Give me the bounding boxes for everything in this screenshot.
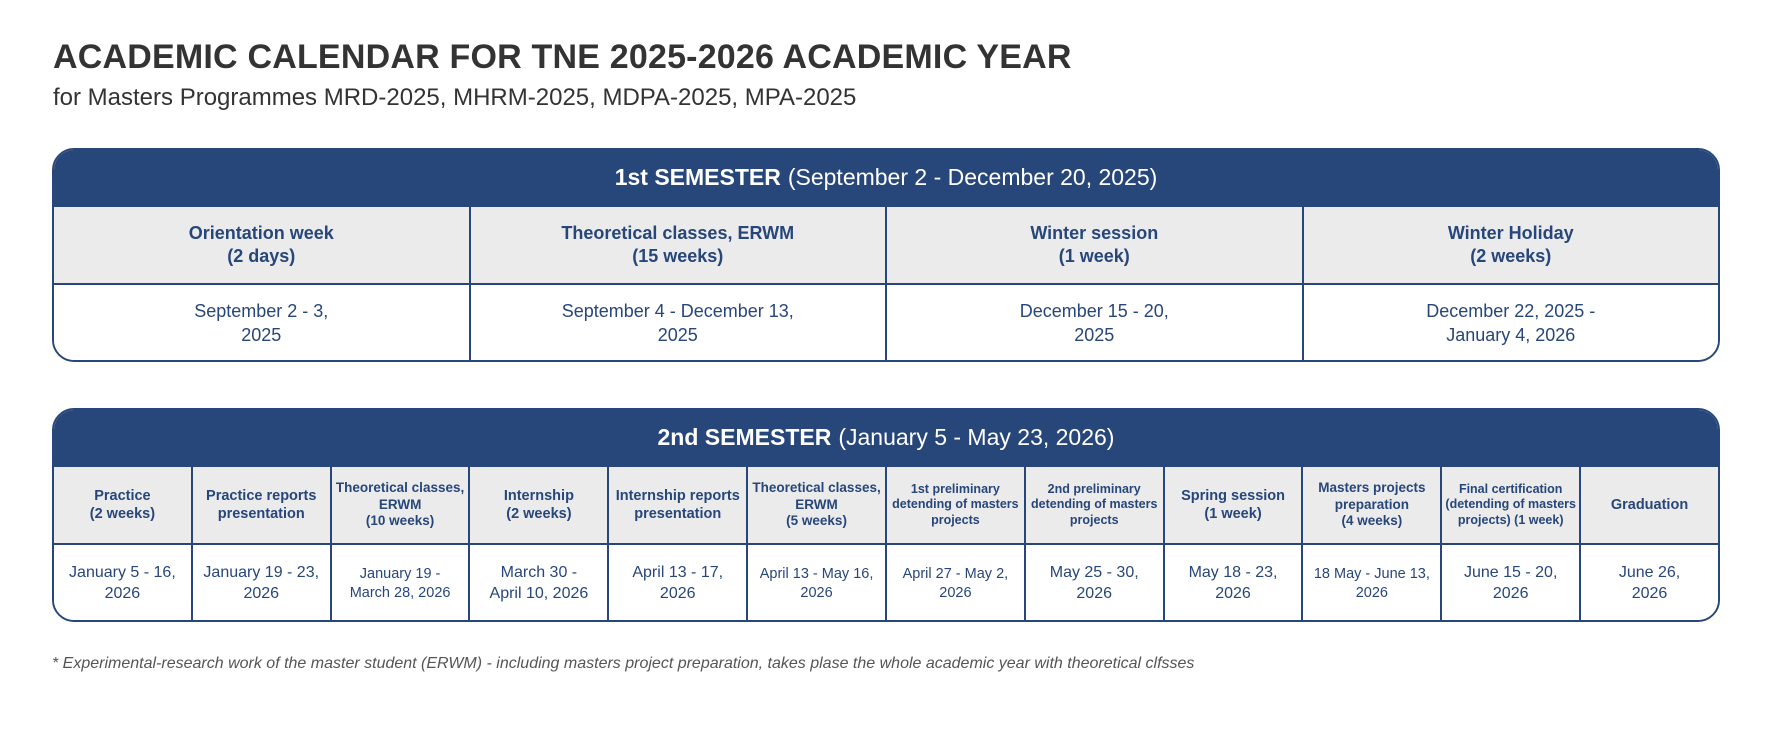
period-dates-orientation-week: September 2 - 3, 2025 bbox=[54, 285, 471, 362]
period-dates-2nd-preliminary: May 25 - 30, 2026 bbox=[1026, 545, 1165, 622]
period-name-spring-session: Spring session (1 week) bbox=[1165, 467, 1304, 543]
semester-2-range: (January 5 - May 23, 2026) bbox=[838, 424, 1115, 450]
period-name-theoretical-classes: Theoretical classes, ERWM (15 weeks) bbox=[471, 207, 888, 283]
period-dates-winter-holiday: December 22, 2025 - January 4, 2026 bbox=[1426, 301, 1596, 345]
period-dates-1st-preliminary: April 27 - May 2, 2026 bbox=[887, 545, 1026, 622]
period-name-1st-preliminary: 1st preliminary detending of masters projects bbox=[887, 467, 1026, 543]
period-dates-theoretical-classes-10w: January 19 - March 28, 2026 bbox=[332, 545, 471, 622]
semester-1-range: (September 2 - December 20, 2025) bbox=[787, 164, 1158, 190]
period-dates-practice: January 5 - 16, 2026 bbox=[54, 545, 193, 622]
period-dates-masters-projects-preparation: 18 May - June 13, 2026 bbox=[1303, 545, 1442, 622]
semester-1-period-names bbox=[54, 207, 1718, 285]
semester-2-period-dates bbox=[54, 545, 1718, 622]
period-name-theoretical-classes-5w: Theoretical classes, ERWM (5 weeks) bbox=[748, 467, 887, 543]
period-name-masters-projects-preparation: Masters projects preparation (4 weeks) bbox=[1303, 467, 1442, 543]
page-title: ACADEMIC CALENDAR FOR TNE 2025-2026 ACADEMIC YEAR bbox=[53, 38, 1072, 76]
period-name-final-certification: Final certification (detending of masters projects) (1 week) bbox=[1442, 467, 1581, 543]
period-name-practice-reports: Practice reports presentation bbox=[193, 467, 332, 543]
semester-1-table bbox=[52, 148, 1720, 362]
semester-2-header bbox=[54, 410, 1718, 467]
period-dates-spring-session: May 18 - 23, 2026 bbox=[1165, 545, 1304, 622]
period-dates-winter-session: December 15 - 20, 2025 bbox=[887, 285, 1304, 362]
period-dates-theoretical-classes-5w: April 13 - May 16, 2026 bbox=[748, 545, 887, 622]
period-dates-theoretical-classes: September 4 - December 13, 2025 bbox=[471, 285, 888, 362]
semester-2-table bbox=[52, 408, 1720, 622]
semester-1-period-dates bbox=[54, 285, 1718, 362]
page-subtitle: for Masters Programmes MRD-2025, MHRM-2025, MDPA-2025, MPA-2025 bbox=[53, 84, 857, 111]
period-dates-internship-reports: April 13 - 17, 2026 bbox=[609, 545, 748, 622]
period-name-graduation: Graduation bbox=[1610, 496, 1689, 513]
period-name-orientation-week: Orientation week (2 days) bbox=[54, 207, 471, 283]
period-dates-internship: March 30 - April 10, 2026 bbox=[470, 545, 609, 622]
period-dates-practice-reports: January 19 - 23, 2026 bbox=[193, 545, 332, 622]
semester-1-header bbox=[54, 150, 1718, 207]
period-name-internship-reports: Internship reports presentation bbox=[609, 467, 748, 543]
footnote: * Experimental-research work of the master student (ERWM) - including masters project preparation, takes plase the whole academic year with theoretical clfsses bbox=[52, 655, 1195, 672]
semester-2-label: 2nd SEMESTER bbox=[657, 424, 832, 450]
semester-2-period-names bbox=[54, 467, 1718, 545]
period-dates-final-certification: June 15 - 20, 2026 bbox=[1442, 545, 1581, 622]
period-name-practice: Practice (2 weeks) bbox=[54, 467, 193, 543]
period-name-2nd-preliminary: 2nd preliminary detending of masters projects bbox=[1026, 467, 1165, 543]
period-dates-graduation: June 26, 2026 bbox=[1618, 564, 1681, 602]
semester-1-label: 1st SEMESTER bbox=[614, 164, 781, 190]
period-name-winter-holiday: Winter Holiday (2 weeks) bbox=[1447, 222, 1574, 266]
period-name-winter-session: Winter session (1 week) bbox=[887, 207, 1304, 283]
period-name-internship: Internship (2 weeks) bbox=[470, 467, 609, 543]
period-name-theoretical-classes-10w: Theoretical classes, ERWM (10 weeks) bbox=[332, 467, 471, 543]
